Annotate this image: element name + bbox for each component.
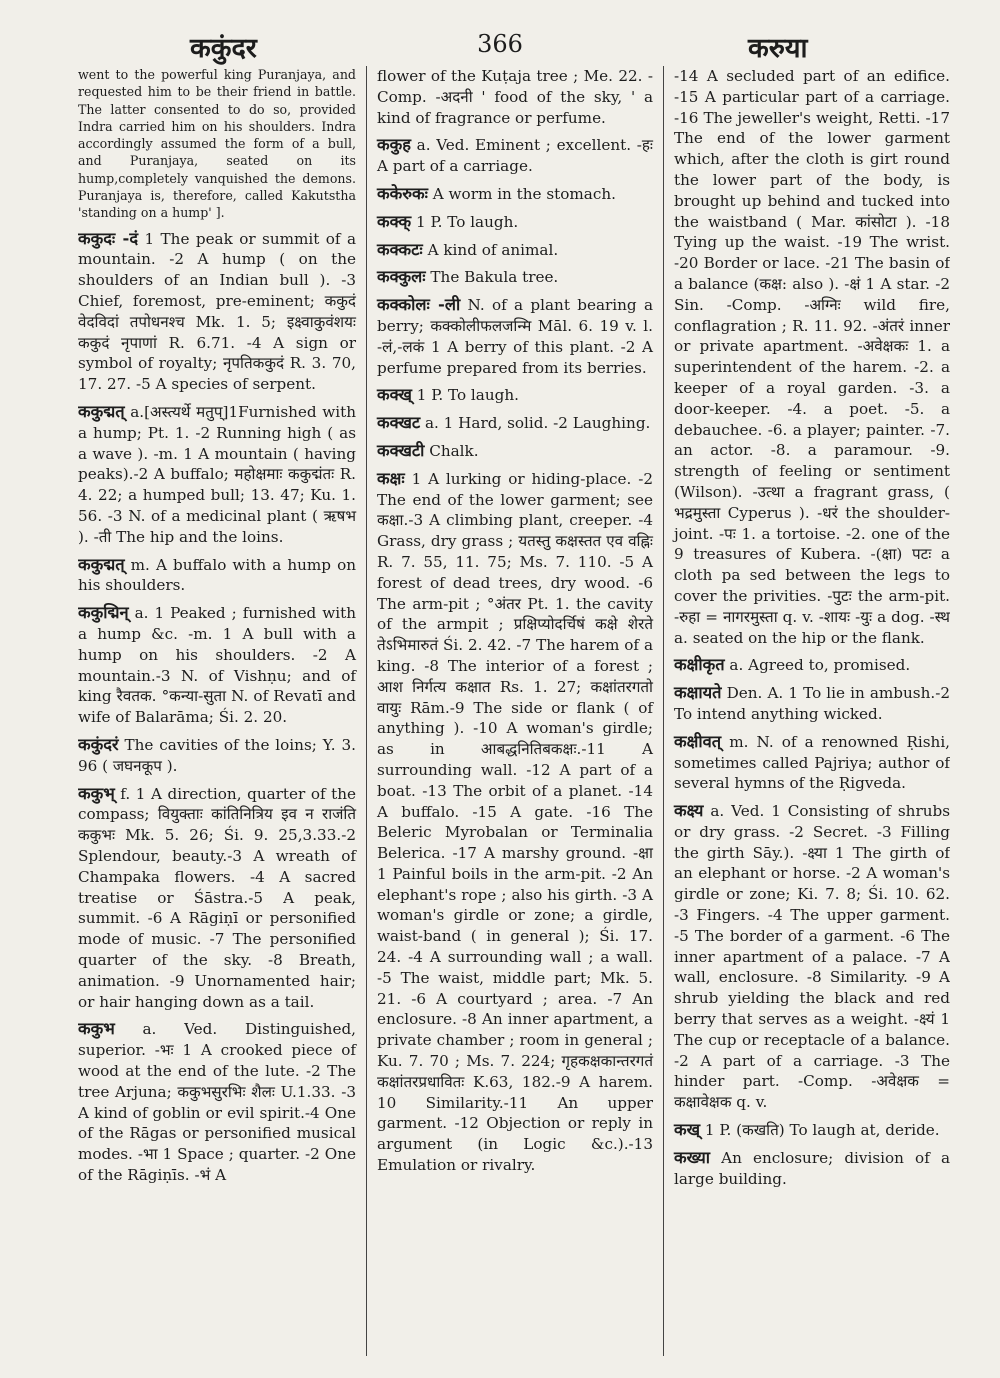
- entry-text: went to the powerful king Puranjaya, and requested him to be their friend in battle. The latter consented to do so, provided Indra carried him on his shoulders. Indra accordingly assumed the form of a bull, and Puranjaya, seated on its hump,completely vanquished the demons. Puranjaya is, therefore, called Kakutstha 'standing on a hump' ].: [78, 67, 356, 221]
- entry-headword: ककुदः -दं: [78, 228, 139, 248]
- entry-headword: कक्षः: [377, 468, 405, 488]
- dictionary-entry: [377, 441, 653, 462]
- entry-text: a. Ved. Eminent ; excellent. -हः A part of a carriage.: [377, 136, 654, 176]
- dictionary-entry: [674, 1120, 950, 1141]
- dictionary-entry: [377, 135, 653, 177]
- columns: [78, 66, 950, 1356]
- entry-headword: ककुंदरं: [78, 735, 119, 754]
- entry-headword: कक्षीकृत: [674, 655, 725, 675]
- dictionary-entry: [674, 655, 950, 676]
- entry-text: a. Ved. Distinguished, superior. -भः 1 A crooked piece of wood at the end of the lute. -2 The tree Arjuna; ककुभसुरभिः शैलः U.1.33. -3 A kind of goblin or evil spirit.-4 One of the Rāgas or personified musical modes. -भा 1 Space ; quarter. -2 One of the Rāgiṇīs. -भं A: [78, 1020, 356, 1184]
- entry-headword: कक्खटी: [377, 440, 425, 460]
- dictionary-entry: [78, 402, 356, 548]
- entry-text: a. Ved. 1 Consisting of shrubs or dry grass. -2 Secret. -3 Filling the girth Sāy.). -क्ष्या 1 The girth of an elephant or horse. -2 A woman's girdle or zone; Ki. 7. 8; Śi. 10. 62. -3 Fingers. -4 The upper garment. -5 The border of a garment. -6 The inner apartment of a palace. -7 A wall, enclosure. -8 Similarity. -9 A shrub yielding the black and red berry that serves as a weight. -क्ष्यं 1 The cup or receptacle of a balance. -2 A part of a carriage. -3 The hinder part. -Comp. -अवेक्षक = कक्षावेक्षक q. v.: [674, 802, 950, 1112]
- entry-text: The Bakula tree.: [430, 268, 559, 287]
- dictionary-entry: [78, 735, 356, 777]
- dictionary-entry: [78, 603, 356, 728]
- dictionary-entry: [377, 212, 653, 233]
- dictionary-entry: [377, 469, 653, 1176]
- entry-headword: ककुभ: [78, 1019, 115, 1039]
- entry-headword: कक्खट: [377, 413, 421, 433]
- dictionary-entry: [674, 1148, 950, 1190]
- entry-text: 1 P. To laugh.: [416, 386, 519, 405]
- column-2: [367, 66, 664, 1356]
- entry-text: A kind of animal.: [427, 240, 559, 259]
- dictionary-entry: [377, 413, 653, 434]
- entry-text: 1 The peak or summit of a mountain. -2 A hump ( on the shoulders of an Indian bull ). -3 Chief, foremost, pre-eminent; ककुदं वेदविदां तपोधनश्च Mk. 1. 5; इक्ष्वाकुवंशयः ककुदं नृपाणां R. 6.71. -4 A sign or symbol of royalty; नृपतिककुदं R. 3. 70, 17. 27. -5 A species of serpent.: [78, 229, 357, 394]
- entry-headword: कक्क्: [377, 211, 412, 231]
- entry-headword: ककुद्मिन्: [78, 603, 129, 623]
- entry-text: Den. A. 1 To lie in ambush.-2 To intend anything wicked.: [674, 684, 950, 723]
- entry-text: a.[अस्त्यर्थे मतुप्]1Furnished with a hump; Pt. 1. -2 Running high ( as a wave ). -m. 1 A mountain ( having peaks).-2 A buffalo; महोक्षमाः ककुद्मंतः R. 4. 22; a humped bull; 13. 47; Ku. 1. 56. -3 N. of a medicinal plant ( ऋषभ ). -ती The hip and the loins.: [78, 403, 357, 546]
- entry-headword: कख्या: [674, 1147, 710, 1167]
- entry-text: 1 P. (कखति) To laugh at, deride.: [704, 1121, 940, 1140]
- dictionary-entry: [674, 732, 950, 794]
- entry-headword: ककुद्मत्: [78, 554, 125, 574]
- dictionary-entry: [78, 784, 356, 1013]
- entry-text: A worm in the stomach.: [432, 184, 616, 203]
- page-number: 366: [477, 30, 523, 58]
- entry-text: Chalk.: [429, 441, 479, 460]
- dictionary-entry: [377, 267, 653, 288]
- entry-text: a. 1 Hard, solid. -2 Laughing.: [424, 414, 651, 433]
- entry-headword: कक्कोलः -ली: [377, 295, 461, 315]
- entry-text: N. of a plant bearing a berry; कक्कोलीफलजन्मि Māl. 6. 19 v. l. -लं,-लकं 1 A berry of this plant. -2 A perfume prepared from its berries.: [377, 296, 654, 377]
- dictionary-entry: [377, 66, 653, 128]
- dictionary-entry: [377, 385, 653, 406]
- entry-headword: ककुद्मत्: [78, 402, 125, 422]
- dictionary-entry: [674, 683, 950, 725]
- dictionary-entry: [377, 184, 653, 205]
- entry-text: The cavities of the loins; Y. 3. 96 ( जघनकूप ).: [78, 736, 357, 775]
- column-1: [78, 66, 367, 1356]
- entry-text: -14 A secluded part of an edifice. -15 A particular part of a carriage. -16 The jeweller's weight, Retti. -17 The end of the lower garment which, after the cloth is girt round the lower part of the body, is brought up behind and tucked into the waistband ( Mar. कांसोटा ). -18 Tying up the waist. -19 The wrist. -20 Border or lace. -21 The basin of a balance (कक्ष: also ). -क्षं 1 A star. -2 Sin. -Comp. -अग्निः wild fire, conflagration ; R. 11. 92. -अंतरं inner or private apartment. -अवेक्षकः 1. a superintendent of the harem. -2. a keeper of a royal garden. -3. a door-keeper. -4. a poet. -5. a debauchee. -6. a player; painter. -7. an actor. -8. a paramour. -9. strength of feeling or sentiment (Wilson). -उत्था a fragrant grass, ( भद्रमुस्ता Cyperus ). -धरं the shoulder-joint. -पः 1. a tortoise. -2. one of the 9 treasures of Kubera. -(क्षा) पटः a cloth pa sed between the legs to cover the privities. -पुटः the arm-pit. -रुहा = नागरमुस्ता q. v. -शायः -युः a dog. -स्थ a. seated on the hip or the flank.: [674, 67, 950, 647]
- dictionary-entry: [78, 229, 356, 395]
- entry-headword: कक्कटः: [377, 239, 423, 259]
- entry-headword: कक्कुलः: [377, 267, 426, 287]
- entry-text: f. 1 A direction, quarter of the compass; वियुक्ताः कांतिनित्रिय इव न राजंति ककुभः Mk. 5. 26; Śi. 9. 25,3.33.-2 Splendour, beauty.-3 A wreath of Champaka flowers. -4 A sacred treatise or Śāstra.-5 A peak, summit. -6 A Rāgiṇī or personified mode of music. -7 The personified quarter of the sky. -8 Breath, animation. -9 Unornamented hair; or hair hanging down as a tail.: [78, 784, 357, 1011]
- dictionary-entry: [674, 801, 950, 1113]
- entry-text: 1 P. To laugh.: [415, 212, 519, 231]
- entry-headword: कक्ख्: [377, 385, 412, 405]
- entry-headword: कक्ष्य: [674, 801, 704, 821]
- dictionary-entry: [674, 66, 950, 648]
- entry-headword: कख्: [674, 1120, 701, 1140]
- entry-headword: ककेरुकः: [377, 183, 428, 203]
- dictionary-entry: [78, 555, 356, 597]
- entry-headword: ककुभ्: [78, 783, 115, 803]
- column-3: [664, 66, 950, 1356]
- header-left-word: ककुंदर: [190, 33, 257, 64]
- dictionary-entry: [377, 295, 653, 378]
- entry-text: m. A buffalo with a hump on his shoulders.: [78, 555, 357, 595]
- entry-text: a. 1 Peaked ; furnished with a hump &c. -m. 1 A bull with a hump on his shoulders. -2 A mountain.-3 N. of Vishṇu; and of king रैवतक. °कन्या-सुता N. of Revatī and wife of Balarāma; Śi. 2. 20.: [78, 604, 357, 727]
- entry-headword: कक्षायते: [674, 683, 722, 703]
- dictionary-entry: [78, 1019, 356, 1185]
- dictionary-entry: [377, 240, 653, 261]
- header-right-word: करुया: [748, 33, 808, 64]
- entry-headword: ककुह: [377, 135, 411, 155]
- entry-text: flower of the Kuṭaja tree ; Me. 22. -Comp. -अदनी ' food of the sky, ' a kind of fragrance or perfume.: [377, 67, 653, 127]
- entry-headword: कक्षीवत्: [674, 731, 722, 751]
- entry-text: a. Agreed to, promised.: [729, 656, 911, 675]
- entry-text: An enclosure; division of a large building.: [674, 1148, 950, 1188]
- entry-text: 1 A lurking or hiding-place. -2 The end of the lower garment; see कक्षा.-3 A climbing plant, creeper. -4 Grass, dry grass ; यतस्तु कक्षस्तत एव वह्निः R. 7. 55, 11. 75; Ms. 7. 110. -5 A forest of dead trees, dry wood. -6 The arm-pit ; °अंतर Pt. 1. the cavity of the armpit ; प्रक्षिप्योदर्चिषं कक्षे शेरते तेऽभिमारुतं Śi. 2. 42. -7 The harem of a king. -8 The interior of a forest ; आश निर्गत्य कक्षात Rs. 1. 27; कक्षांतरगतो वायुः Rām.-9 The side or flank ( of anything ). -10 A woman's girdle; as in आबद्धनितिबकक्षः.-11 A surrounding wall. -12 A part of a boat. -13 The orbit of a planet. -14 A buffalo. -15 A gate. -16 The Beleric Myrobalan or Terminalia Belerica. -17 A marshy ground. -क्षा 1 Painful boils in the arm-pit. -2 An elephant's rope ; also his girth. -3 A woman's girdle or zone; a girdle, waist-band ( in general ); Śi. 17. 24. -4 A surrounding wall ; a wall. -5 The waist, middle part; Mk. 5. 21. -6 A courtyard ; area. -7 An enclosure. -8 An inner apartment, a private chamber ; room in general ; Ku. 7. 70 ; Ms. 7. 224; गृहकक्षकान्तरगतं कक्षांतरप्रधावितः K.63, 182.-9 A harem. 10 Similarity.-11 An upper garment. -12 Objection or reply in argument (in Logic &c.).-13 Emulation or rivalry.: [377, 469, 653, 1175]
- entry-text: m. N. of a renowned Ṛishi, sometimes called Pajriya; author of several hymns of the Ṛigveda.: [674, 732, 950, 793]
- dictionary-entry: [78, 66, 356, 222]
